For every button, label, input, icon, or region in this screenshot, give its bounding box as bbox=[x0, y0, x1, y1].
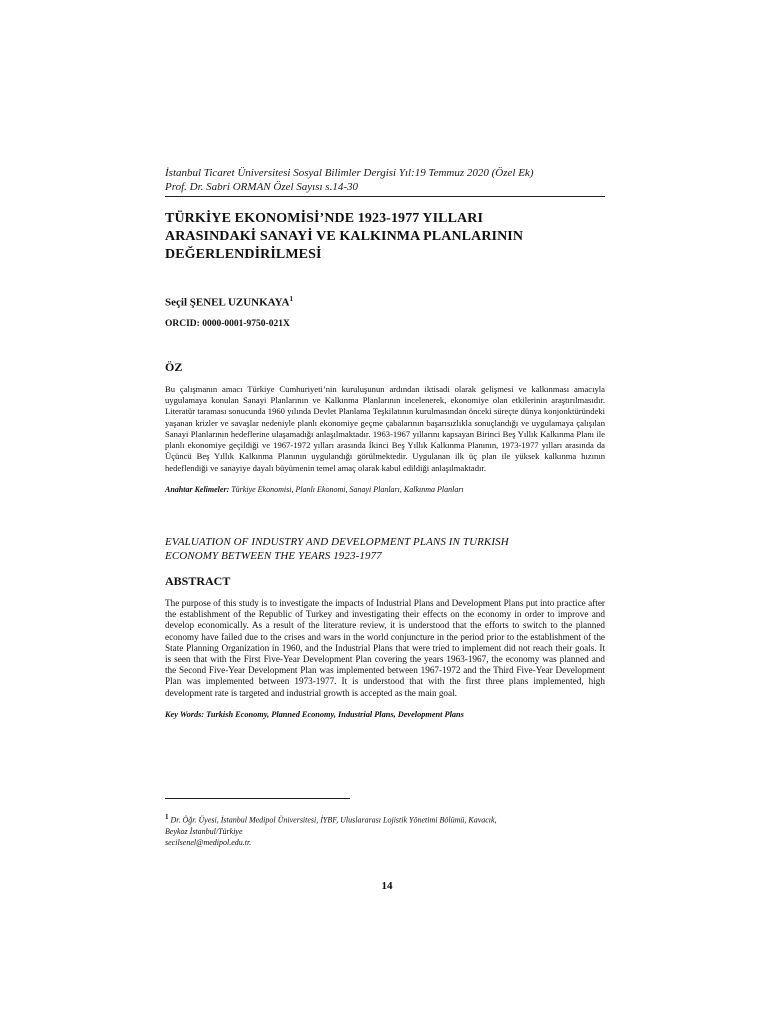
footnote-line1 bbox=[165, 812, 605, 826]
title-line1: TÜRKİYE EKONOMİSİ’NDE 1923-1977 YILLARI bbox=[165, 211, 484, 226]
page-number: 14 bbox=[381, 880, 393, 892]
journal-header bbox=[165, 166, 605, 194]
title-line3: DEĞERLENDİRİLMESİ bbox=[165, 247, 322, 262]
footnote-line2: Beykoz İstanbul/Türkiye bbox=[165, 826, 243, 836]
footnote bbox=[165, 812, 605, 848]
abstract-text: The purpose of this study is to investigate the impacts of Industrial Plans and Development Plans put into practice after the establishment of the Republic of Turkey and investigating their effects on the economy in order to improve and develop economically. As a result of the literature review, it is understood that the efforts to switch to the planned economy have failed due to the crises and wars in the world conjuncture in the period prior to the establishment of the State Planning Organization in 1960, and the Industrial Plans that were tried to implement did not reach their goals. It is seen that with the First Five-Year Development Plan covering the years 1963-1967, the economy was planned and the Second Five-Year Development Plan was implemented between 1967-1972 and the Third Five-Year Development Plan was implemented between 1973-1977. It is understood that with the first three plans implemented, high development rate is targeted and industrial growth is accepted as the main goal. bbox=[165, 598, 605, 698]
author-name: Seçil ŞENEL UZUNKAYA bbox=[165, 296, 290, 309]
english-keywords: Key Words: Turkish Economy, Planned Economy, Industrial Plans, Development Plans bbox=[165, 709, 464, 719]
abstract-heading: ABSTRACT bbox=[165, 574, 231, 589]
paper-title bbox=[165, 210, 605, 264]
author bbox=[165, 292, 605, 310]
turkish-keywords bbox=[165, 484, 605, 495]
footnote-email: secilsenel@medipol.edu.tr. bbox=[165, 837, 252, 847]
turkish-keywords-label: Anahtar Kelimeler: bbox=[165, 485, 230, 495]
journal-header-line1: İstanbul Ticaret Üniversitesi Sosyal Bilimler Dergisi Yıl:19 Temmuz 2020 (Özel Ek) bbox=[165, 167, 534, 179]
footnote-rule bbox=[165, 798, 350, 799]
english-title bbox=[165, 535, 605, 563]
journal-header-line2: Prof. Dr. Sabri ORMAN Özel Sayısı s.14-30 bbox=[165, 181, 359, 193]
english-title-line2: ECONOMY BETWEEN THE YEARS 1923-1977 bbox=[165, 550, 382, 563]
footnote-mark: 1 bbox=[165, 813, 169, 821]
turkish-keywords-list: Türkiye Ekonomisi, Planlı Ekonomi, Sanayi Planları, Kalkınma Planları bbox=[231, 485, 464, 495]
author-footnote-mark: 1 bbox=[289, 295, 293, 303]
orcid: ORCID: 0000-0001-9750-021X bbox=[165, 318, 290, 329]
header-rule bbox=[165, 196, 605, 197]
footnote-affiliation: Dr. Öğr. Üyesi, İstanbul Medipol Üniversitesi, İYBF, Uluslararası Lojistik Yönetimi Bölümü, Kavacık, bbox=[170, 815, 497, 825]
oz-heading: ÖZ bbox=[165, 359, 183, 374]
paper-page bbox=[165, 166, 605, 720]
title-line2: ARASINDAKİ SANAYİ VE KALKINMA PLANLARININ bbox=[165, 229, 524, 244]
english-title-line1: EVALUATION OF INDUSTRY AND DEVELOPMENT PLANS IN TURKISH bbox=[165, 536, 509, 549]
oz-text: Bu çalışmanın amacı Türkiye Cumhuriyeti’nin kuruluşunun ardından iktisadi olarak gelişmesi ve kalkınması amacıyla uygulamaya konulan Sanayi Planlarının ve Kalkınma Planlarının incelenerek, ekonomiye olan etkilerinin araştırılmasıdır. Literatür taraması sonucunda 1960 yılında Devlet Planlama Teşkilatının kurulmasından önceki süreçte dünya konjonktüründeki yaşanan krizler ve savaşlar nedeniyle planlı ekonomiye geçme çabalarının başarısızlıkla sonuçlandığı ve uygulamaya çalışılan Sanayi Planlarının hedeflerine ulaşamadığı anlaşılmaktadır. 1963-1967 yıllarını kapsayan Birinci Beş Yıllık Kalkınma Planı ile planlı ekonomiye geçildiği ve 1967-1972 yılları arasında İkinci Beş Yıllık Kalkınma Planının, 1973-1977 yılları arasında da Üçüncü Beş Yıllık Kalkınma Planının uygulandığı görülmektedir. Uygulanan ilk üç plan ile yüksek kalkınma hızının hedeflendiği ve sanayiye dayalı büyümenin temel amaç olarak kabul edildiği anlaşılmaktadır. bbox=[165, 383, 605, 473]
